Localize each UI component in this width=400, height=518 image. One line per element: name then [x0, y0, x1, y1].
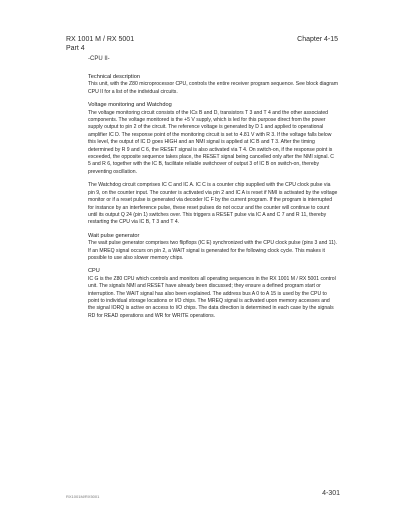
- section-voltage-monitoring: [88, 102, 338, 227]
- section-heading: Technical description: [88, 74, 140, 80]
- section-heading: Voltage monitoring and Watchdog: [88, 102, 172, 109]
- header-chapter: Chapter 4-15: [297, 36, 338, 43]
- header-left: [66, 35, 134, 53]
- body-text: [88, 74, 338, 326]
- section-heading: CPU: [88, 268, 100, 275]
- footer-left: RX1001M/RX5001: [66, 494, 100, 499]
- section-cpu: [88, 268, 338, 320]
- paragraph: The wait pulse generator comprises two flipflops (IC E) synchronized with the CPU clock pulse (pins 3 and 11). If an MREQ signal occurs on pin 2, a WAIT signal is generated for the following clock cycle. This makes it possible to use also slower memory chips.: [88, 240, 338, 261]
- section-technical-description: [88, 74, 338, 96]
- paragraph: The Watchdog circuit comprises IC C and IC A. IC C is a counter chip supplied with the CPU clock pulse via pin 9, on the counter input. The counter is activated via pin 2 and IC A is reset if NMI is activated by the voltage monitor or if a reset pulse is generated via decoder IC F by the current program. If the program is interrupted for instance by an interference pulse, these reset pulses do not occur and the counter will continue to count until its output Q 24 (pin 1) switches over. This triggers a RESET pulse via IC A and C 7 and R 11, thereby restarting the CPU via IC B, T 3 and T 4.: [88, 182, 338, 226]
- header-part: Part 4: [66, 45, 85, 52]
- paragraph: The voltage monitoring circuit consists of the ICs B and D, transistors T 3 and T 4 and the other associated components. The voltage monitored is the +5 V supply, which is led for this purpose direct from the power supply output to pin 2 of the circuit. The reference voltage is generated by D 1 and applied to operational amplifier IC D. The response point of the monitoring circuit is set to 4.81 V with R 3. If the voltage falls below this level, the output of IC D goes HIGH and an NMI signal is applied at IC B and T 3. After the timing determined by R 9 and C 6, the RESET signal is also activated via T 4. On switch-on, if the response point is exceeded, the opposite sequence takes place, the RESET signal being cancelled only after the NMI signal. C 5 and R 6, together with the IC B, facilitate reliable switchover of output 3 of IC B on switch-on, thereby preventing oscillation.: [88, 109, 334, 175]
- paragraph: This unit, with the Z80 microprocessor CPU, controls the entire receiver program sequence. See block diagram CPU II for a list of the individual circuits.: [88, 81, 338, 95]
- section-wait-pulse-generator: [88, 233, 338, 263]
- section-subtitle: -CPU II-: [88, 56, 110, 62]
- paragraph: IC G is the Z80 CPU which controls and monitors all operating sequences in the RX 1001 M / RX 5001 control unit. The signals NMI and RESET have already been discussed; they ensure a defined program start or interruption. The WAIT signal has also been explained. The address bus A 0 to A 15 is used by the CPU to point to individual storage locations or I/O chips. The MREQ signal is activated upon memory accesses and the signal IORQ is active on access to I/O chips. The data direction is determined in each case by the signals RD for READ operations and WR for WRITE operations.: [88, 275, 336, 319]
- header-model: RX 1001 M / RX 5001: [66, 36, 135, 43]
- section-heading: Wait pulse generator: [88, 232, 140, 239]
- page-number: 4-301: [322, 490, 340, 497]
